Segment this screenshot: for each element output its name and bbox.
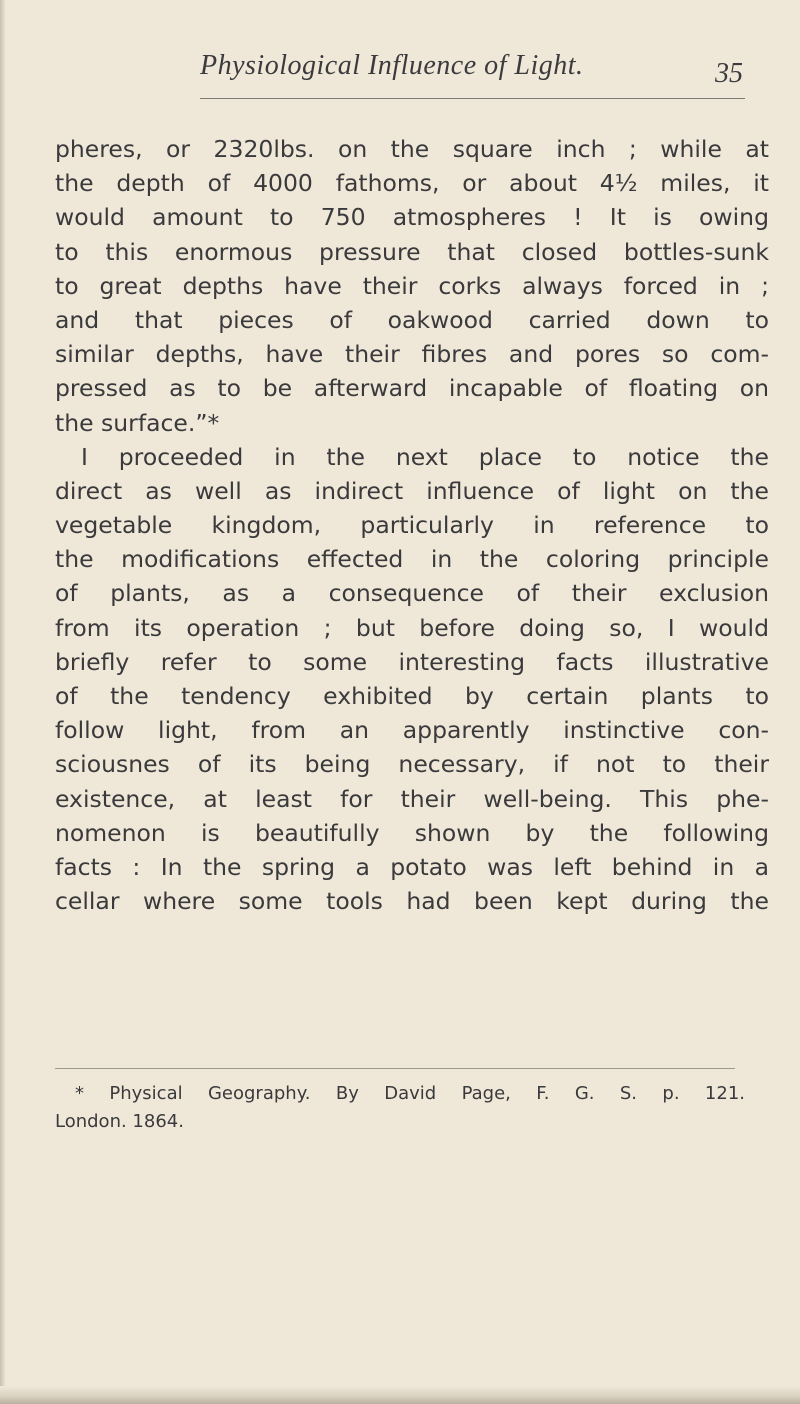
text-line: of the tendency exhibited by certain plants to [55,682,769,710]
text-line: existence, at least for their well-being. This phe- [55,784,769,813]
text-line: would amount to 750 atmospheres ! It is owing [55,203,769,232]
text-line: to this enormous pressure that closed bottles-sunk [55,237,769,266]
text-line: pheres, or 2320lbs. on the square inch ; while at [55,135,769,163]
footnote-line: London. 1864. [55,1111,184,1132]
text-line: direct as well as indirect influence of light on the [55,476,769,505]
page-number: 35 [715,58,743,89]
text-line: to great depths have their corks always forced in ; [55,271,769,300]
text-line: facts : In the spring a potato was left behind in a [55,852,769,881]
body-text [55,132,769,918]
footnote-line: * Physical Geography. By David Page, F. G. S. p. 121. [75,1083,745,1104]
text-line: the surface.”* [55,408,220,437]
text-line: the depth of 4000 fathoms, or about 4½ miles, it [55,169,769,198]
text-line: and that pieces of oakwood carried down to [55,305,769,334]
page-gutter-shadow [0,0,6,1404]
footnote [55,1080,745,1136]
text-line: follow light, from an apparently instinctive con- [55,716,769,745]
text-line: cellar where some tools had been kept during the [55,887,769,916]
text-line: vegetable kingdom, particularly in reference to [55,511,769,540]
text-line: the modifications effected in the coloring principle [55,545,769,574]
text-line: similar depths, have their fibres and pores so com- [55,340,769,369]
footnote-rule [55,1068,735,1069]
text-line: sciousnes of its being necessary, if not to their [55,750,769,779]
running-head: Physiological Influence of Light. [200,50,584,81]
text-line: briefly refer to some interesting facts illustrative [55,647,769,676]
header-rule [200,98,745,99]
text-line: nomenon is beautifully shown by the following [55,818,769,847]
text-line: of plants, as a consequence of their exclusion [55,579,769,608]
paragraph-start-line: I proceeded in the next place to notice the [81,442,769,471]
text-line: pressed as to be afterward incapable of floating on [55,374,769,403]
page-bottom-edge [0,1386,800,1404]
text-line: from its operation ; but before doing so, I would [55,613,769,642]
